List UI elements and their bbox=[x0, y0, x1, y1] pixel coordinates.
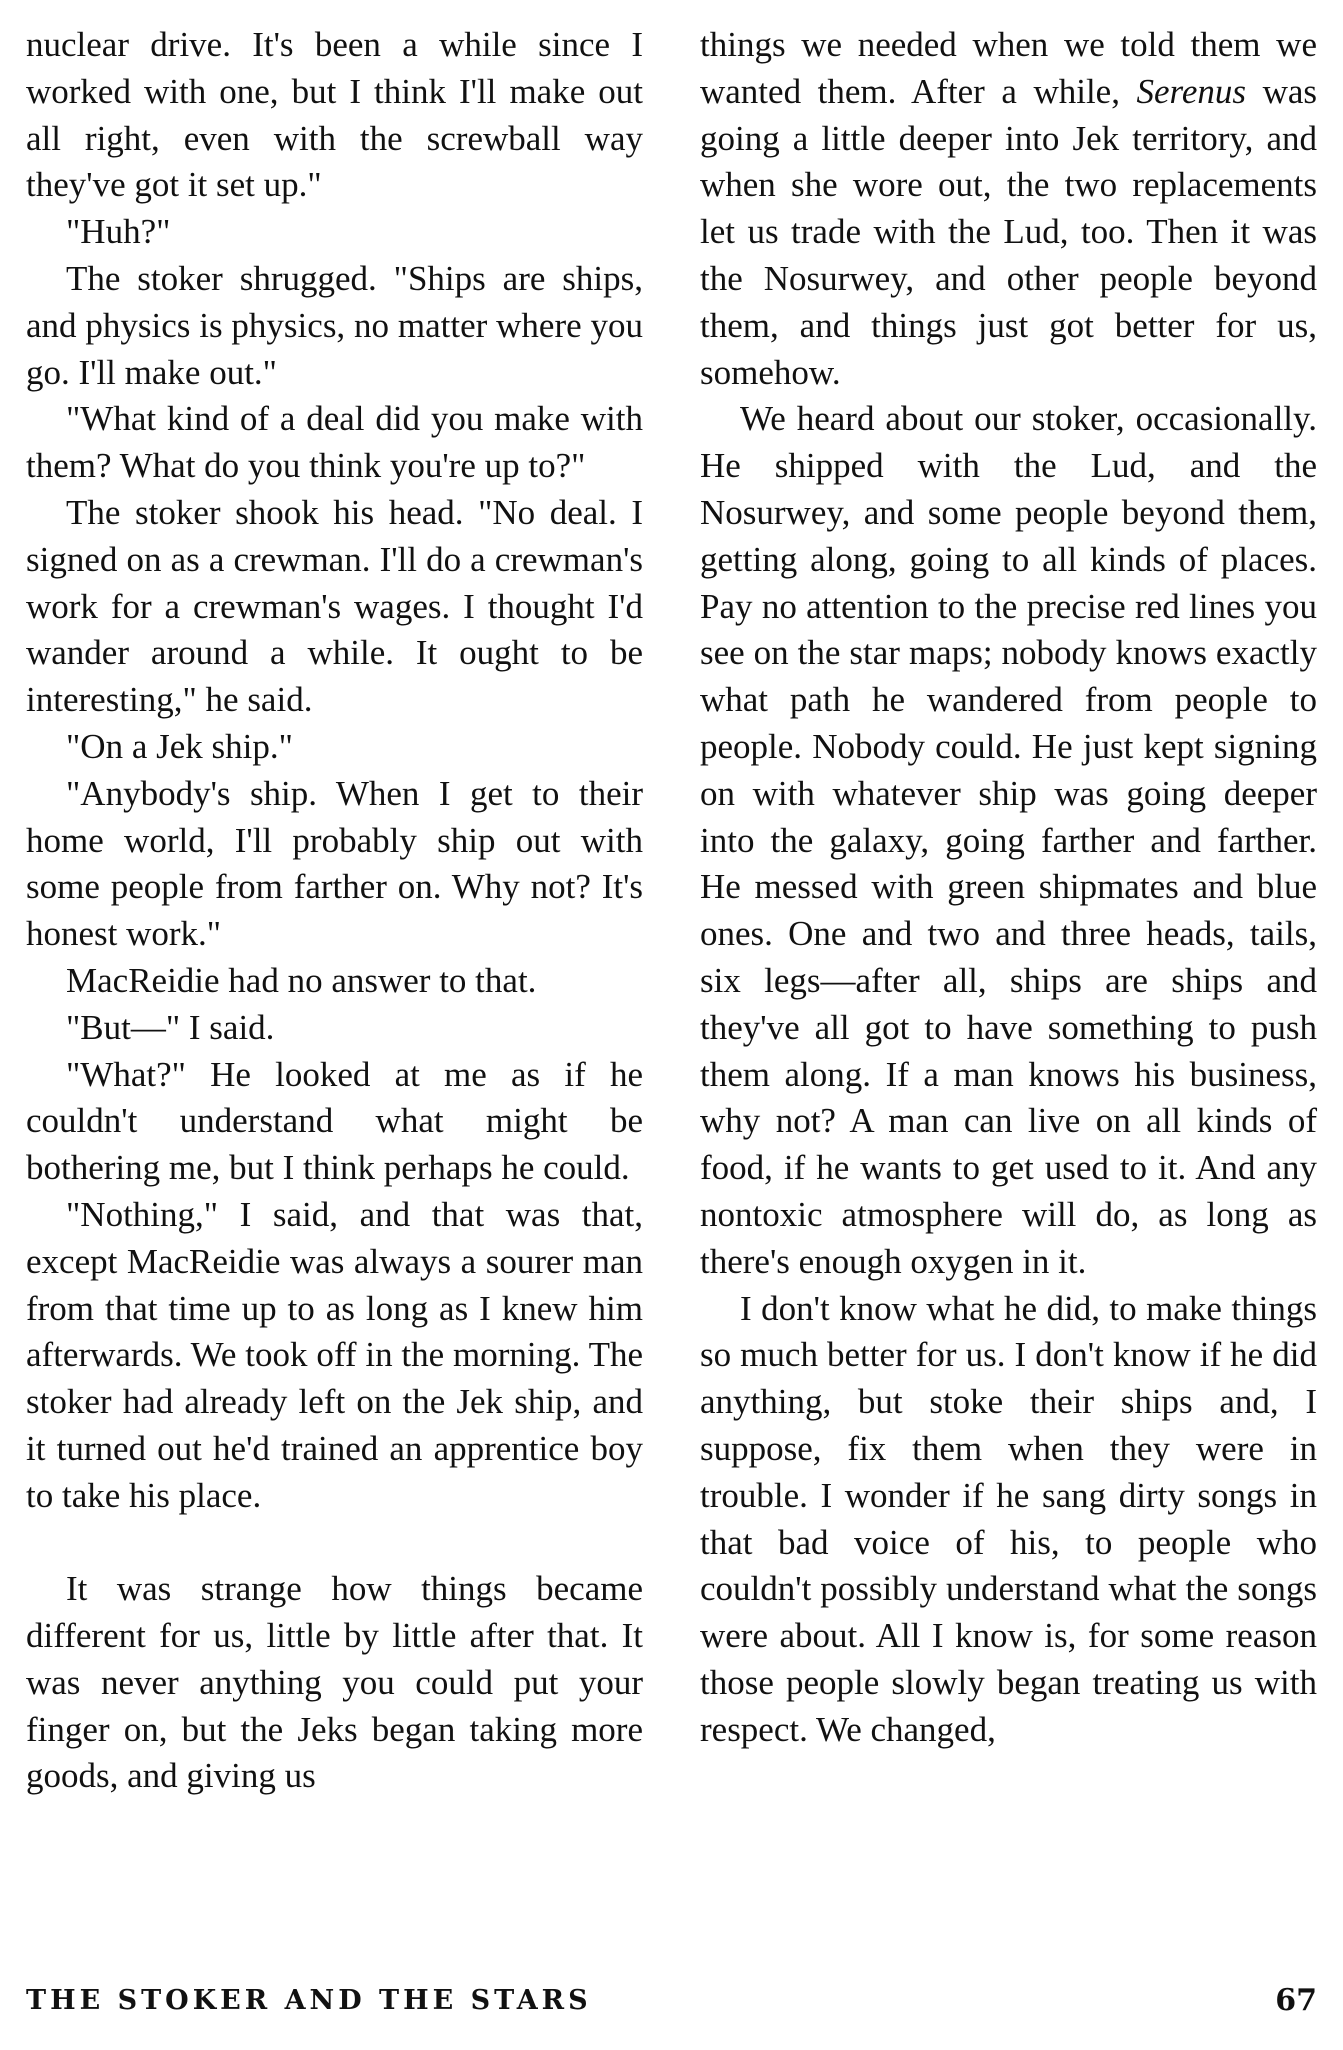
running-title: THE STOKER AND THE STARS bbox=[26, 1985, 592, 2016]
paragraph: "But—" I said. bbox=[66, 1007, 275, 1047]
paragraph: "What kind of a deal did you make with them? What do you think you're up to?" bbox=[26, 399, 643, 486]
paragraph: "Huh?" bbox=[66, 212, 171, 252]
paragraph: I don't know what he did, to make things so much better for us. I don't know if he did anything, but stoke their ships and, I suppose, fix them when they were in trouble. I wonder if he sang dirty songs in that bad voice of his, to people who couldn't possibly understand what the songs were about. All I know is, for some reason those people slowly began treating us with respect. We changed, bbox=[700, 1288, 1317, 1749]
paragraph: We heard about our stoker, occasionally. He shipped with the Lud, and the Nosurwey, and some people beyond them, getting along, going to all kinds of places. Pay no attention to the precise red lines you see on the star maps; nobody knows exactly what path he wandered from people to people. Nobody could. He just kept signing on with whatever ship was going deeper into the galaxy, going farther and farther. He messed with green shipmates and blue ones. One and two and three heads, tails, six legs—after all, ships are ships and they've all got to have something to push them along. If a man knows his business, why not? A man can live on all kinds of food, if he wants to get used to it. And any nontoxic atmosphere will do, as long as there's enough oxygen in it. bbox=[700, 399, 1317, 1281]
paragraph: The stoker shrugged. "Ships are ships, and physics is physics, no matter where you go. I'll make out." bbox=[26, 258, 643, 392]
paragraph: MacReidie had no answer to that. bbox=[66, 960, 537, 1000]
left-column bbox=[26, 22, 643, 1800]
paragraph bbox=[700, 22, 1317, 396]
paragraph: The stoker shook his head. "No deal. I signed on as a crewman. I'll do a crewman's work for a crewman's wages. I thought I'd wander around a while. It ought to be interesting," he said. bbox=[26, 492, 643, 720]
paragraph: "What?" He looked at me as if he couldn't understand what might be bothering me, but I think perhaps he could. bbox=[26, 1054, 643, 1188]
right-column bbox=[700, 22, 1317, 1753]
paragraph: "Nothing," I said, and that was that, except MacReidie was always a sourer man from that time up to as long as I knew him afterwards. We took off in the morning. The stoker had already left on the Jek ship, and it turned out he'd trained an apprentice boy to take his place. bbox=[26, 1194, 643, 1515]
paragraph-text: was going a little deeper into Jek territory, and when she wore out, the two replacements let us trade with the Lud, too. Then it was the Nosurwey, and other people beyond them, and things just got better for us, somehow. bbox=[700, 71, 1317, 392]
paragraph-text: things we needed when we told them we wanted them. After a while, bbox=[700, 25, 1317, 111]
paragraph: It was strange how things became different for us, little by little after that. It was never anything you could put your finger on, but the Jeks began taking more goods, and giving us bbox=[26, 1569, 643, 1796]
paragraph: nuclear drive. It's been a while since I worked with one, but I think I'll make out all right, even with the screwball way they've got it set up." bbox=[26, 25, 643, 205]
paragraph: "Anybody's ship. When I get to their home world, I'll probably ship out with some people from farther on. Why not? It's honest work." bbox=[26, 773, 643, 954]
paragraph: "On a Jek ship." bbox=[66, 726, 293, 766]
page-number: 67 bbox=[1275, 1983, 1317, 2018]
ship-name: Serenus bbox=[1136, 71, 1247, 111]
